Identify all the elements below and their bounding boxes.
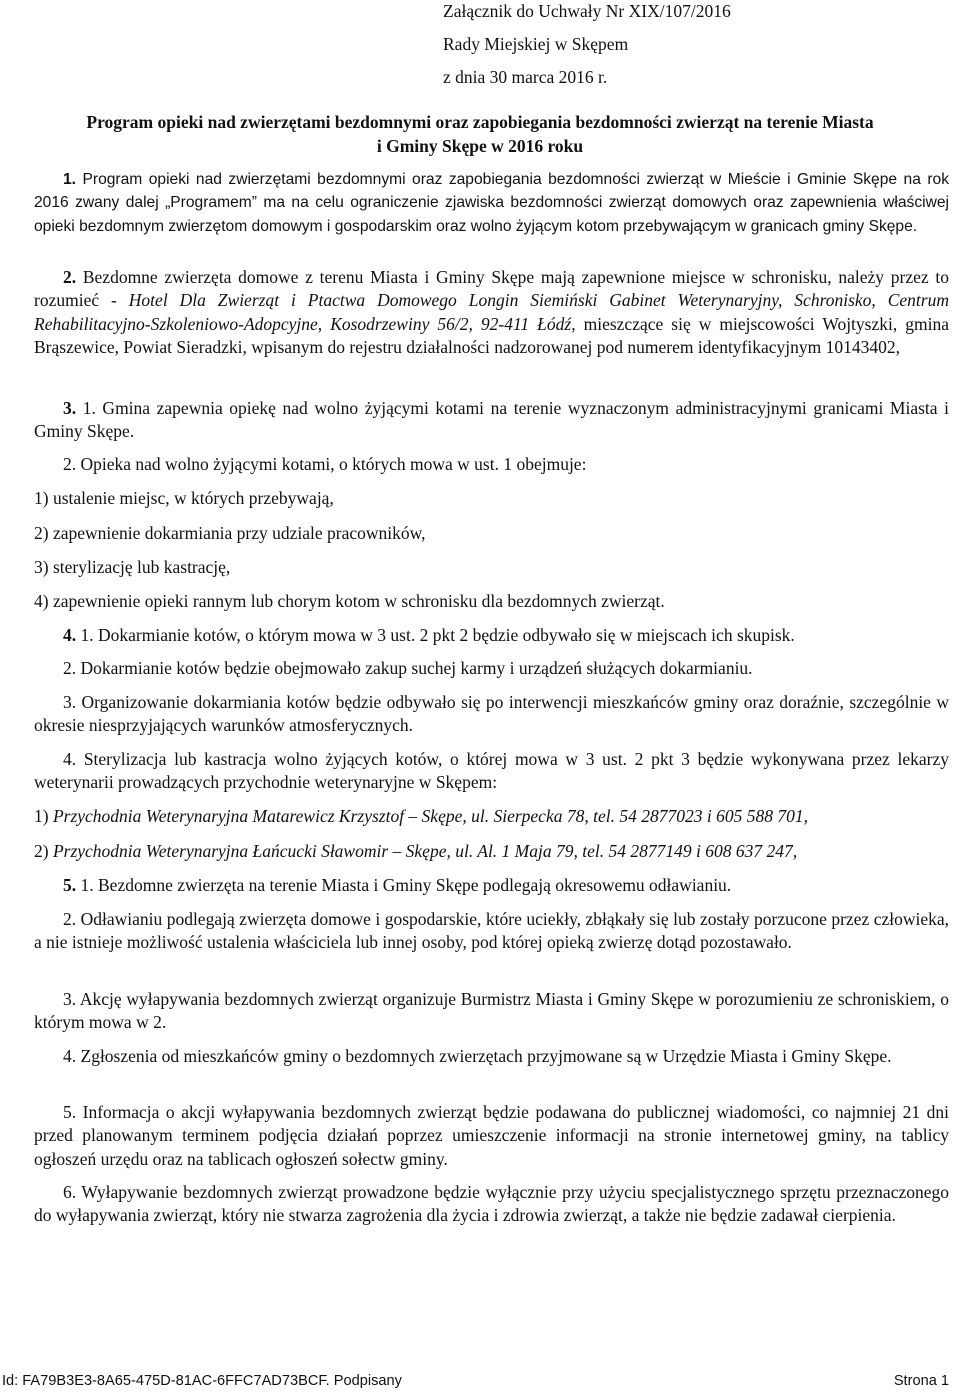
section-3-p1-text: 1. Gmina zapewnia opiekę nad wolno żyjącymi kotami na terenie wyznaczonym administracyjnymi granicami Miasta i Gminy Skępe. xyxy=(34,398,950,442)
section-2 xyxy=(34,266,949,359)
section-5-paragraph-5: 5. Informacja o akcji wyłapywania bezdomnych zwierząt będzie podawana do publicznej wiadomości, co najmniej 21 dni przed planowanym terminem podjęcia działań poprzez umieszczenie informacji na stronie internetowej gminy, na tablicy ogłoszeń urzędu oraz na tablicach ogłoszeń sołectw gminy. xyxy=(34,1102,949,1169)
section-4-paragraph-3: 3. Organizowanie dokarmiania kotów będzie odbywało się po interwencji mieszkańców gminy oraz doraźnie, szczególnie w okresie niesprzyjających warunków atmosferycznych. xyxy=(34,692,949,736)
section-2-text-a: Bezdomne zwierzęta domowe z terenu Miasta i Gminy Skępe mają zapewnione miejsce w schronisku, należy przez to rozumieć - xyxy=(34,267,950,311)
section-3-paragraph-1 xyxy=(34,397,949,444)
section-5-p1-text: 1. Bezdomne zwierzęta na terenie Miasta i Gminy Skępe podlegają okresowemu odławianiu. xyxy=(80,875,732,895)
section-5-paragraph-4: 4. Zgłoszenia od mieszkańców gminy o bezdomnych zwierzętach przyjmowane są w Urzędzie Miasta i Gminy Skępe. xyxy=(63,1046,892,1066)
document-title-line-2: i Gminy Skępe w 2016 roku xyxy=(376,136,584,156)
section-5-paragraph-3: 3. Akcję wyłapywania bezdomnych zwierząt organizuje Burmistrz Miasta i Gminy Skępe w porozumieniu ze schroniskiem, o którym mowa w 2. xyxy=(34,989,949,1033)
list-item: 3) sterylizację lub kastrację, xyxy=(34,557,231,577)
section-1-text: Program opieki nad zwierzętami bezdomnymi oraz zapobiegania bezdomności zwierząt w Mieście i Gminie Skępe na rok 2016 zwany dalej „Programem” ma na celu ograniczenie zjawiska bezdomności zwierząt domowych oraz zapewnienia właściwej opieki bezdomnym zwierzętom domowym i gospodarskim oraz wolno żyjącym kotom przebywającym w granicach gminy Skępe. xyxy=(34,171,949,235)
header-date-line: z dnia 30 marca 2016 r. xyxy=(443,67,608,87)
header-council-line: Rady Miejskiej w Skępem xyxy=(443,34,629,54)
list-item: 1) ustalenie miejsc, w których przebywają, xyxy=(34,488,334,508)
clinic-2-text: Przychodnia Weterynaryjna Łańcucki Sławomir – Skępe, ul. Al. 1 Maja 79, tel. 54 2877149 i 608 637 247, xyxy=(52,841,798,861)
section-4-paragraph-4: 4. Sterylizacja lub kastracja wolno żyjących kotów, o której mowa w 3 ust. 2 pkt 3 będzie wykonywana przez lekarzy weterynarii prowadzących przychodnie weterynaryjne w Skępem: xyxy=(34,749,949,793)
section-5-paragraph-1 xyxy=(34,874,949,897)
section-2-number: 2. xyxy=(63,267,77,287)
clinic-2-number: 2) xyxy=(34,841,53,861)
section-4-number: 4. xyxy=(63,625,77,645)
section-2-text-b: mieszczące się w miejscowości Wojtyszki, gmina Brąszewice, Powiat Sieradzki, wpisanym do rejestru działalności nadzorowanej pod numerem identyfikacyjnym 10143402, xyxy=(34,313,949,357)
section-4-paragraph-1 xyxy=(34,624,949,647)
clinic-1-number: 1) xyxy=(34,806,53,826)
page-number: Strona 1 xyxy=(893,1373,949,1389)
section-4-p1-text: 1. Dokarmianie kotów, o którym mowa w 3 ust. 2 pkt 2 będzie odbywało się w miejscach ich skupisk. xyxy=(80,625,795,645)
section-5-paragraph-6: 6. Wyłapywanie bezdomnych zwierząt prowadzone będzie wyłącznie przy użyciu specjalistycznego sprzętu przeznaczonego do wyłapywania zwierząt, który nie stwarza zagrożenia dla życia i zdrowia zwierząt, a także nie będzie zadawał cierpienia. xyxy=(34,1182,949,1226)
list-item: 4) zapewnienie opieki rannym lub chorym kotom w schronisku dla bezdomnych zwierząt. xyxy=(34,591,665,611)
section-1-number: 1. xyxy=(63,171,77,188)
section-2-shelter-name: Hotel Dla Zwierząt i Ptactwa Domowego Longin Siemiński Gabinet Weterynaryjny, Schronisko, Centrum Rehabilitacyjno-Szkoleniowo-Adopcyjne, Kosodrzewiny 56/2, 92-411 Łódź, xyxy=(34,290,949,334)
clinic-1-text: Przychodnia Weterynaryjna Matarewicz Krzysztof – Skępe, ul. Sierpecka 78, tel. 54 2877023 i 605 588 701, xyxy=(52,806,808,826)
clinic-1 xyxy=(34,805,949,828)
section-5-number: 5. xyxy=(63,875,77,895)
document-id: Id: FA79B3E3-8A65-475D-81AC-6FFC7AD73BCF. Podpisany xyxy=(2,1373,402,1389)
list-item: 2) zapewnienie dokarmiania przy udziale pracowników, xyxy=(34,523,426,543)
section-5-paragraph-2: 2. Odławianiu podlegają zwierzęta domowe i gospodarskie, które uciekły, zbłąkały się lub zostały porzucone przez człowieka, a nie istnieje możliwość ustalenia właściciela lub innej osoby, pod której opieką zwierzę dotąd pozostawało. xyxy=(34,909,949,953)
section-1 xyxy=(34,168,949,238)
section-4-paragraph-2: 2. Dokarmianie kotów będzie obejmowało zakup suchej karmy i urządzeń służących dokarmianiu. xyxy=(63,658,753,678)
clinic-2 xyxy=(34,840,949,863)
document-title-line-1: Program opieki nad zwierzętami bezdomnymi oraz zapobiegania bezdomności zwierząt na terenie Miasta xyxy=(86,112,874,132)
section-3-paragraph-2: 2. Opieka nad wolno żyjącymi kotami, o których mowa w ust. 1 obejmuje: xyxy=(63,454,587,474)
header-attachment-line: Załącznik do Uchwały Nr XIX/107/2016 xyxy=(443,1,731,21)
section-3-number: 3. xyxy=(63,398,77,418)
